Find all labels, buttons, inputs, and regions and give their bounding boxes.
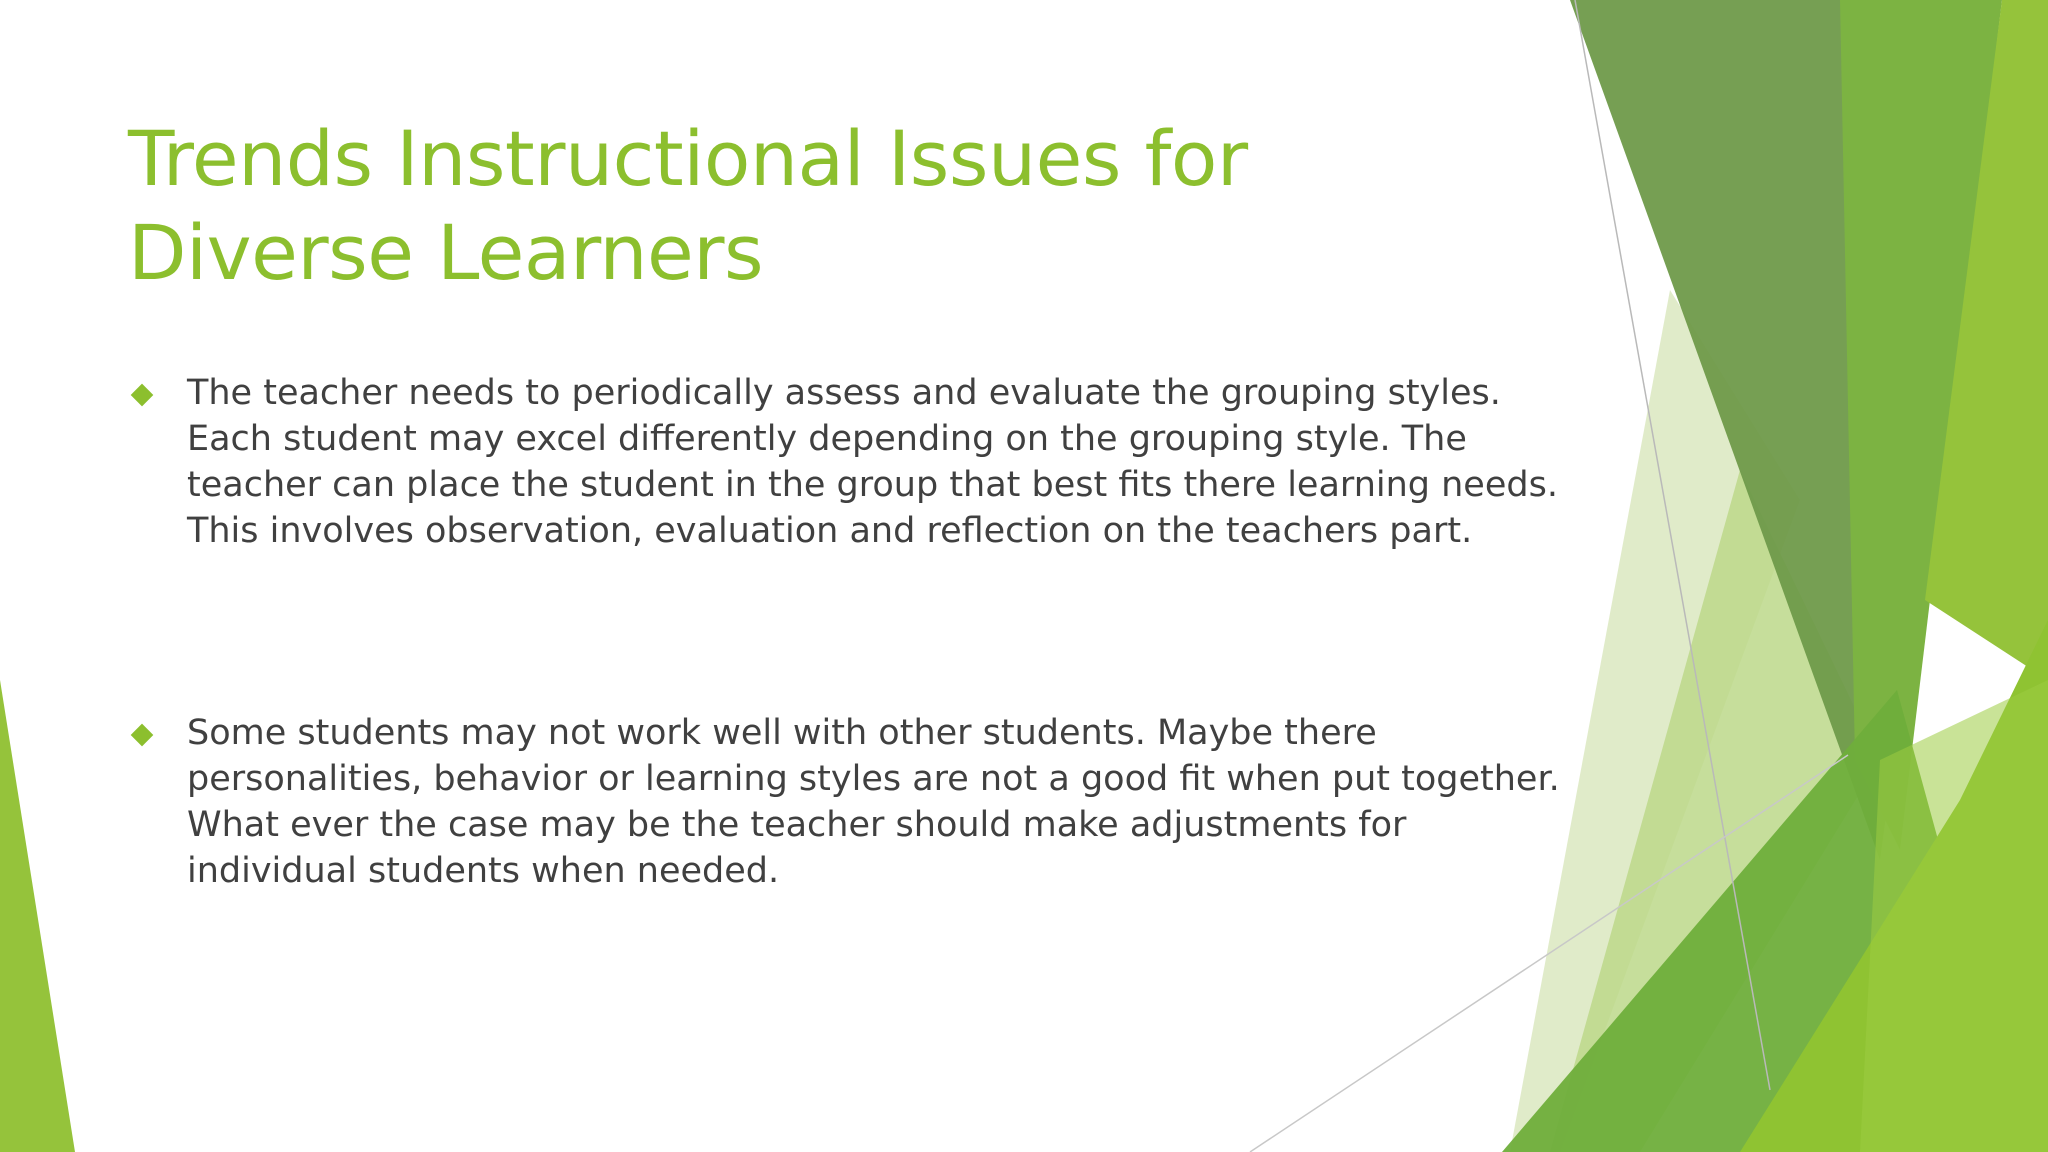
slide-title: Trends Instructional Issues for Diverse Learners xyxy=(128,114,1248,297)
diamond-bullet-icon xyxy=(131,384,154,407)
left-edge-green-shape xyxy=(0,680,75,1152)
diamond-bullet-icon xyxy=(131,724,154,747)
bullet-list xyxy=(128,370,1568,894)
bullet-text: Some students may not work well with other students. Maybe there personalities, behavior or learning styles are not a good fit when put together. What ever the case may be the teacher should make adjustments for individual students when needed. xyxy=(187,713,1560,891)
bullet-text: The teacher needs to periodically assess and evaluate the grouping styles. Each student may excel differently depending on the grouping style. The teacher can place the student in the group that best fits there learning needs. This involves observation, evaluation and reflection on the teachers part. xyxy=(187,373,1558,551)
bullet-item xyxy=(128,370,1568,554)
bullet-item xyxy=(128,710,1568,894)
